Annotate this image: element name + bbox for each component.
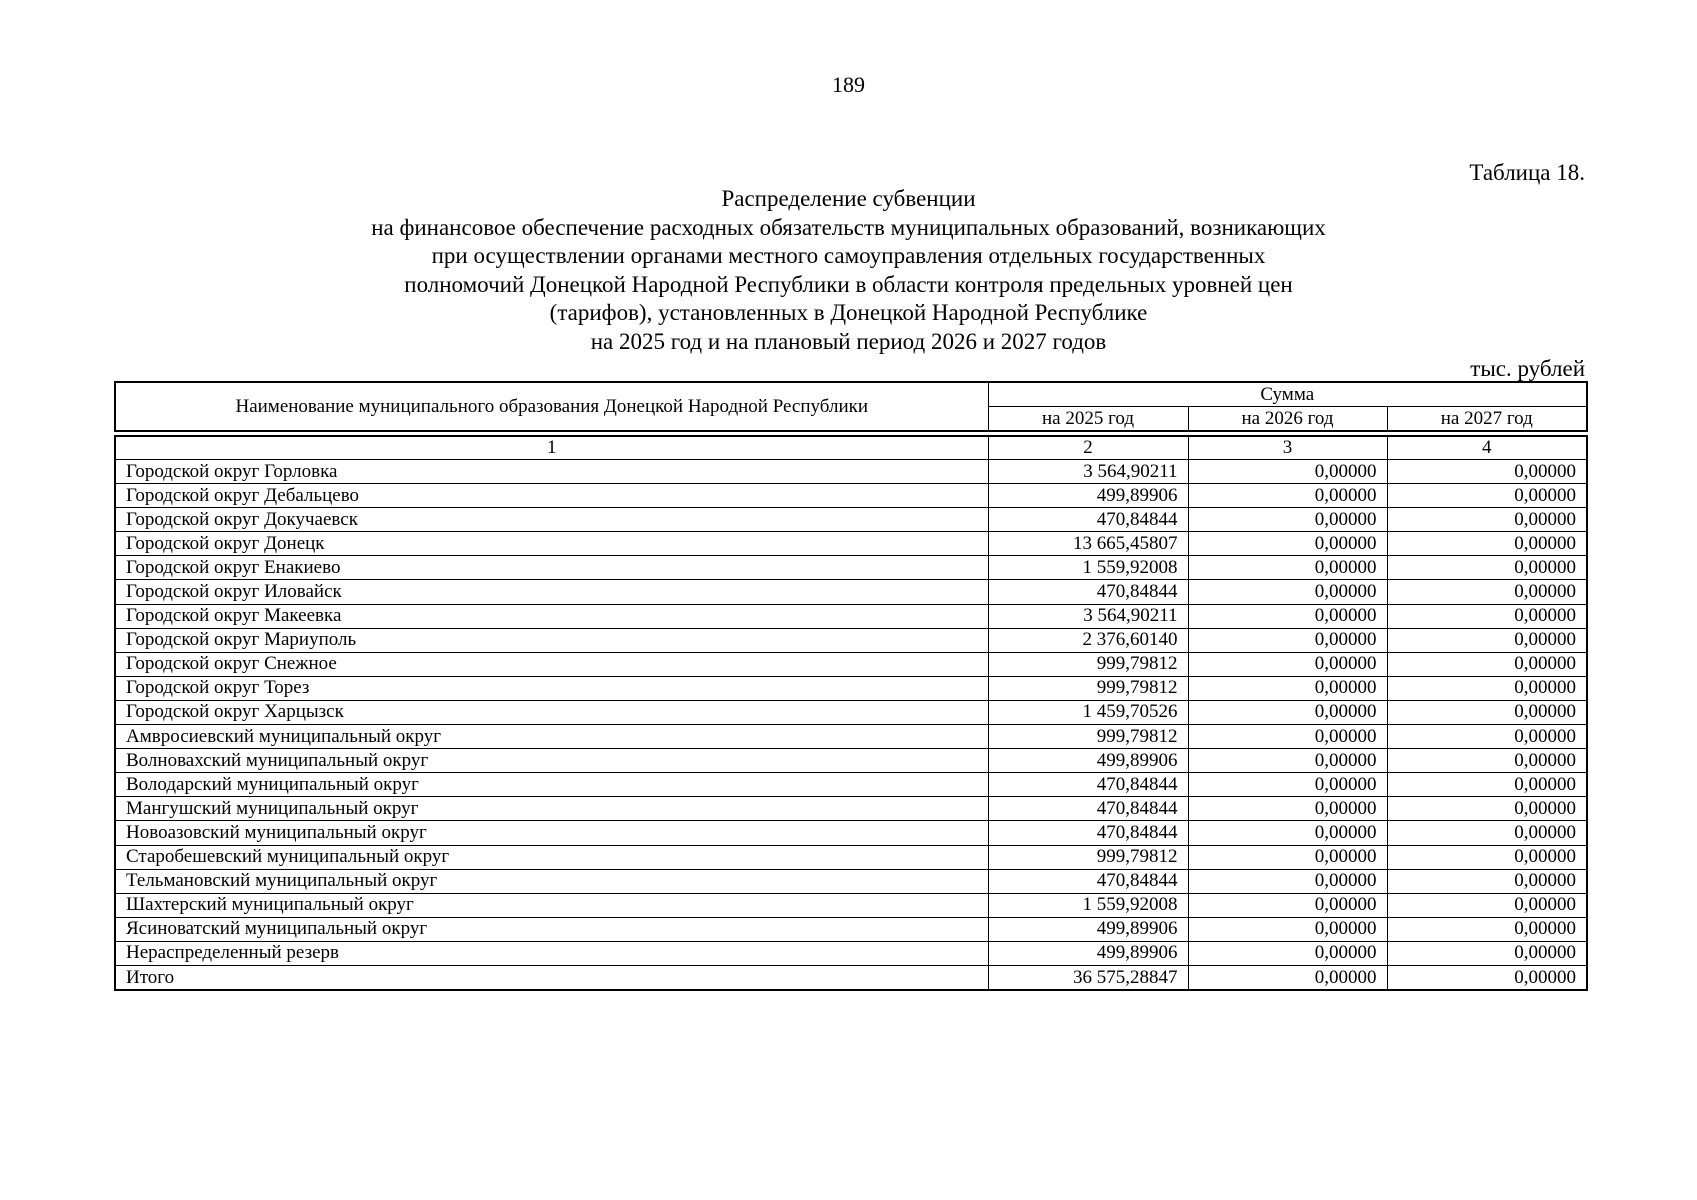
amount-2025-cell: 1 559,92008 (988, 893, 1188, 917)
amount-2027-cell: 0,00000 (1387, 917, 1587, 941)
amount-2025-cell: 499,89906 (988, 749, 1188, 773)
municipality-name-cell: Городской округ Дебальцево (115, 484, 988, 508)
header-year-2026: на 2026 год (1188, 407, 1387, 432)
municipality-name-cell: Амвросиевский муниципальный округ (115, 725, 988, 749)
amount-2027-cell: 0,00000 (1387, 604, 1587, 628)
amount-2027-cell: 0,00000 (1387, 652, 1587, 676)
amount-2025-cell: 3 564,90211 (988, 460, 1188, 484)
amount-2025-cell: 36 575,28847 (988, 965, 1188, 990)
amount-2026-cell: 0,00000 (1188, 869, 1387, 893)
municipality-name-cell: Городской округ Енакиево (115, 556, 988, 580)
amount-2027-cell: 0,00000 (1387, 797, 1587, 821)
amount-2025-cell: 999,79812 (988, 845, 1188, 869)
table-row (115, 556, 1587, 580)
table-row (115, 821, 1587, 845)
municipality-name-cell: Городской округ Донецк (115, 532, 988, 556)
amount-2026-cell: 0,00000 (1188, 484, 1387, 508)
amount-2025-cell: 470,84844 (988, 508, 1188, 532)
table-header (114, 381, 1588, 432)
amount-2026-cell: 0,00000 (1188, 676, 1387, 700)
amount-2025-cell: 2 376,60140 (988, 628, 1188, 652)
amount-2026-cell: 0,00000 (1188, 845, 1387, 869)
amount-2027-cell: 0,00000 (1387, 845, 1587, 869)
title-line: на 2025 год и на плановый период 2026 и 2027 годов (590, 328, 1107, 354)
table-row (115, 700, 1587, 724)
amount-2025-cell: 499,89906 (988, 484, 1188, 508)
municipality-name-cell: Тельмановский муниципальный округ (115, 869, 988, 893)
table-row (115, 893, 1587, 917)
amount-2026-cell: 0,00000 (1188, 773, 1387, 797)
amount-2025-cell: 470,84844 (988, 773, 1188, 797)
table-row (115, 965, 1587, 990)
amount-2025-cell: 1 559,92008 (988, 556, 1188, 580)
table-row (115, 652, 1587, 676)
table-row (115, 484, 1587, 508)
table-row (115, 773, 1587, 797)
table-row (115, 917, 1587, 941)
table-row (115, 845, 1587, 869)
municipality-name-cell: Мангушский муниципальный округ (115, 797, 988, 821)
municipality-name-cell: Старобешевский муниципальный округ (115, 845, 988, 869)
amount-2026-cell: 0,00000 (1188, 917, 1387, 941)
header-year-2025: на 2025 год (988, 407, 1188, 432)
municipality-name-cell: Городской округ Горловка (115, 460, 988, 484)
column-number: 1 (115, 436, 988, 460)
amount-2027-cell: 0,00000 (1387, 749, 1587, 773)
amount-2026-cell: 0,00000 (1188, 604, 1387, 628)
title-line: при осуществлении органами местного самоуправления отдельных государственных (431, 243, 1266, 268)
amount-2027-cell: 0,00000 (1387, 508, 1587, 532)
table-row (115, 725, 1587, 749)
amount-2026-cell: 0,00000 (1188, 965, 1387, 990)
amount-2027-cell: 0,00000 (1387, 965, 1587, 990)
table-row (115, 604, 1587, 628)
table-row (115, 869, 1587, 893)
column-number: 3 (1188, 436, 1387, 460)
amount-2025-cell: 1 459,70526 (988, 700, 1188, 724)
table-row (115, 580, 1587, 604)
amount-2026-cell: 0,00000 (1188, 532, 1387, 556)
amount-2026-cell: 0,00000 (1188, 556, 1387, 580)
municipality-name-cell: Итого (115, 965, 988, 990)
title-line: полномочий Донецкой Народной Республики в области контроля предельных уровней цен (404, 271, 1293, 297)
amount-2027-cell: 0,00000 (1387, 580, 1587, 604)
table-row (115, 628, 1587, 652)
header-sum-group: Сумма (988, 382, 1587, 407)
column-number: 2 (988, 436, 1188, 460)
title-line: на финансовое обеспечение расходных обязательств муниципальных образований, возникающих (371, 214, 1326, 240)
amount-2026-cell: 0,00000 (1188, 749, 1387, 773)
amount-2027-cell: 0,00000 (1387, 484, 1587, 508)
amount-2025-cell: 470,84844 (988, 580, 1188, 604)
municipality-name-cell: Нераспределенный резерв (115, 941, 988, 965)
municipality-name-cell: Городской округ Иловайск (115, 580, 988, 604)
amount-2026-cell: 0,00000 (1188, 700, 1387, 724)
table-row (115, 460, 1587, 484)
municipality-name-cell: Ясиноватский муниципальный округ (115, 917, 988, 941)
header-name-column: Наименование муниципального образования Донецкой Народной Республики (115, 382, 988, 431)
amount-2026-cell: 0,00000 (1188, 508, 1387, 532)
amount-2027-cell: 0,00000 (1387, 532, 1587, 556)
amount-2026-cell: 0,00000 (1188, 460, 1387, 484)
municipality-name-cell: Городской округ Харцызск (115, 700, 988, 724)
amount-2026-cell: 0,00000 (1188, 628, 1387, 652)
table-body (114, 435, 1588, 991)
amount-2025-cell: 13 665,45807 (988, 532, 1188, 556)
header-year-2027: на 2027 год (1387, 407, 1587, 432)
amount-2026-cell: 0,00000 (1188, 725, 1387, 749)
amount-2026-cell: 0,00000 (1188, 821, 1387, 845)
amount-2025-cell: 499,89906 (988, 917, 1188, 941)
amount-2025-cell: 3 564,90211 (988, 604, 1188, 628)
table-row (115, 532, 1587, 556)
municipality-name-cell: Волновахский муниципальный округ (115, 749, 988, 773)
amount-2027-cell: 0,00000 (1387, 773, 1587, 797)
amount-2026-cell: 0,00000 (1188, 893, 1387, 917)
table-row (115, 941, 1587, 965)
amount-2027-cell: 0,00000 (1387, 869, 1587, 893)
amount-2027-cell: 0,00000 (1387, 893, 1587, 917)
table-row (115, 508, 1587, 532)
amount-2026-cell: 0,00000 (1188, 797, 1387, 821)
subvention-table (114, 381, 1586, 991)
amount-2026-cell: 0,00000 (1188, 652, 1387, 676)
municipality-name-cell: Городской округ Снежное (115, 652, 988, 676)
page-number: 189 (832, 72, 865, 97)
amount-2026-cell: 0,00000 (1188, 941, 1387, 965)
municipality-name-cell: Шахтерский муниципальный округ (115, 893, 988, 917)
amount-2025-cell: 470,84844 (988, 797, 1188, 821)
column-number-row (115, 436, 1587, 460)
document-title (150, 185, 1547, 356)
amount-2027-cell: 0,00000 (1387, 460, 1587, 484)
units-label: тыс. рублей (1470, 356, 1585, 381)
table-row (115, 797, 1587, 821)
amount-2025-cell: 999,79812 (988, 725, 1188, 749)
amount-2027-cell: 0,00000 (1387, 821, 1587, 845)
amount-2027-cell: 0,00000 (1387, 941, 1587, 965)
municipality-name-cell: Городской округ Макеевка (115, 604, 988, 628)
amount-2027-cell: 0,00000 (1387, 725, 1587, 749)
amount-2027-cell: 0,00000 (1387, 556, 1587, 580)
municipality-name-cell: Новоазовский муниципальный округ (115, 821, 988, 845)
table-row (115, 749, 1587, 773)
amount-2025-cell: 470,84844 (988, 821, 1188, 845)
amount-2027-cell: 0,00000 (1387, 700, 1587, 724)
title-line: Распределение субвенции (721, 186, 976, 211)
municipality-name-cell: Городской округ Мариуполь (115, 628, 988, 652)
amount-2025-cell: 499,89906 (988, 941, 1188, 965)
amount-2025-cell: 999,79812 (988, 652, 1188, 676)
amount-2026-cell: 0,00000 (1188, 580, 1387, 604)
table-row (115, 676, 1587, 700)
amount-2025-cell: 999,79812 (988, 676, 1188, 700)
amount-2025-cell: 470,84844 (988, 869, 1188, 893)
column-number: 4 (1387, 436, 1587, 460)
municipality-name-cell: Городской округ Торез (115, 676, 988, 700)
municipality-name-cell: Городской округ Докучаевск (115, 508, 988, 532)
title-line: (тарифов), установленных в Донецкой Народной Республике (549, 300, 1148, 325)
amount-2027-cell: 0,00000 (1387, 628, 1587, 652)
table-label: Таблица 18. (1469, 160, 1585, 185)
amount-2027-cell: 0,00000 (1387, 676, 1587, 700)
municipality-name-cell: Володарский муниципальный округ (115, 773, 988, 797)
